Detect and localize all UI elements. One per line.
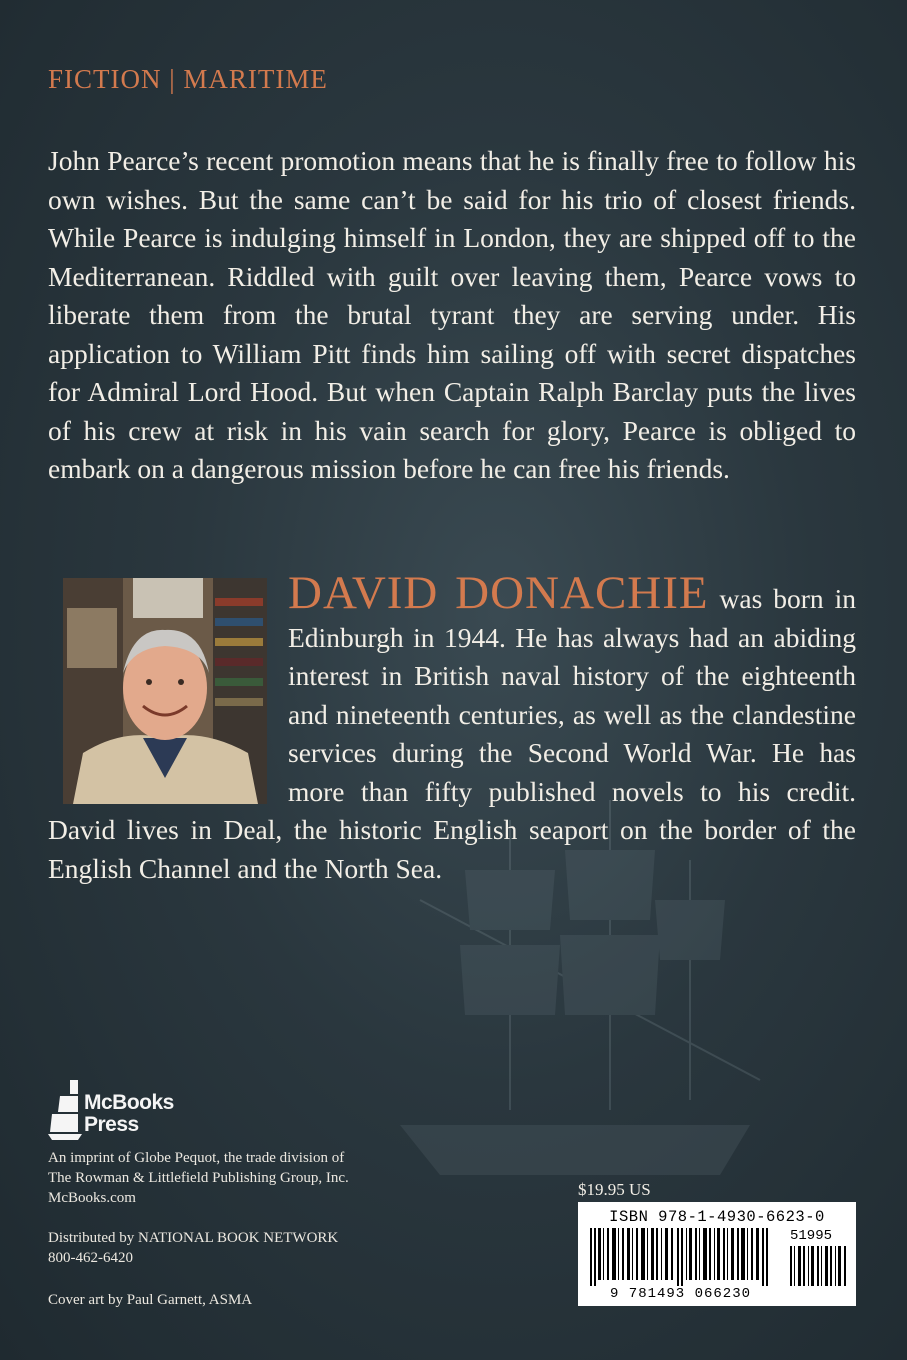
distributor-phone: 800-462-6420: [48, 1250, 133, 1266]
book-description: John Pearce’s recent promotion means that he is finally free to follow his own wishes. But the same can’t be said for his trio of closest friends. While Pearce is indulging himself in London, they are shipped off to the Mediterranean. Riddled with guilt over leaving them, Pearce vows to liberate them from the brutal tyrant they are serving under. His application to William Pitt finds him sailing off with secret dispatches for Admiral Lord Hood. But when Captain Ralph Barclay puts the lives of his crew at risk in his vain search for glory, Pearce is obliged to embark on a dangerous mission before he can free his friends.: [48, 145, 856, 484]
ean-digits: 9 781493 066230: [609, 1286, 752, 1302]
imprint-line-1: An imprint of Globe Pequot, the trade division of: [48, 1150, 345, 1166]
mcbooks-press-logo: [48, 1078, 218, 1142]
imprint-line-2: The Rowman & Littlefield Publishing Group, Inc.: [48, 1170, 349, 1186]
price-code: 51995: [790, 1228, 833, 1244]
publisher-website: McBooks.com: [48, 1190, 136, 1206]
price-barcode-bars: [790, 1246, 848, 1286]
isbn-number: ISBN 978-1-4930-6623-0: [609, 1208, 825, 1226]
author-name: DAVID DONACHIE: [288, 567, 709, 619]
author-bio-text: was born in Edinburgh in 1944. He has always had an abiding interest in British naval history of the eighteenth and nineteenth centuries, as well as the clandestine services during the Second World War. He has more than fifty published novels to his credit. David lives in Deal, the historic English seaport on the border of the English Channel and the North Sea.: [48, 583, 856, 884]
isbn-barcode: [578, 1202, 856, 1306]
logo-text-mcbooks: McBooks: [84, 1091, 174, 1114]
ean-barcode-bars: [586, 1228, 786, 1286]
genre-category: FICTION | MARITIME: [48, 64, 328, 94]
ship-logo-icon: [48, 1078, 82, 1142]
cover-art-credit: Cover art by Paul Garnett, ASMA: [48, 1292, 253, 1308]
price: $19.95 US: [578, 1180, 651, 1199]
photo-wrap-space: [48, 574, 288, 804]
author-bio: [48, 567, 856, 888]
logo-text-press: Press: [84, 1113, 139, 1136]
distributor: Distributed by NATIONAL BOOK NETWORK: [48, 1230, 339, 1246]
